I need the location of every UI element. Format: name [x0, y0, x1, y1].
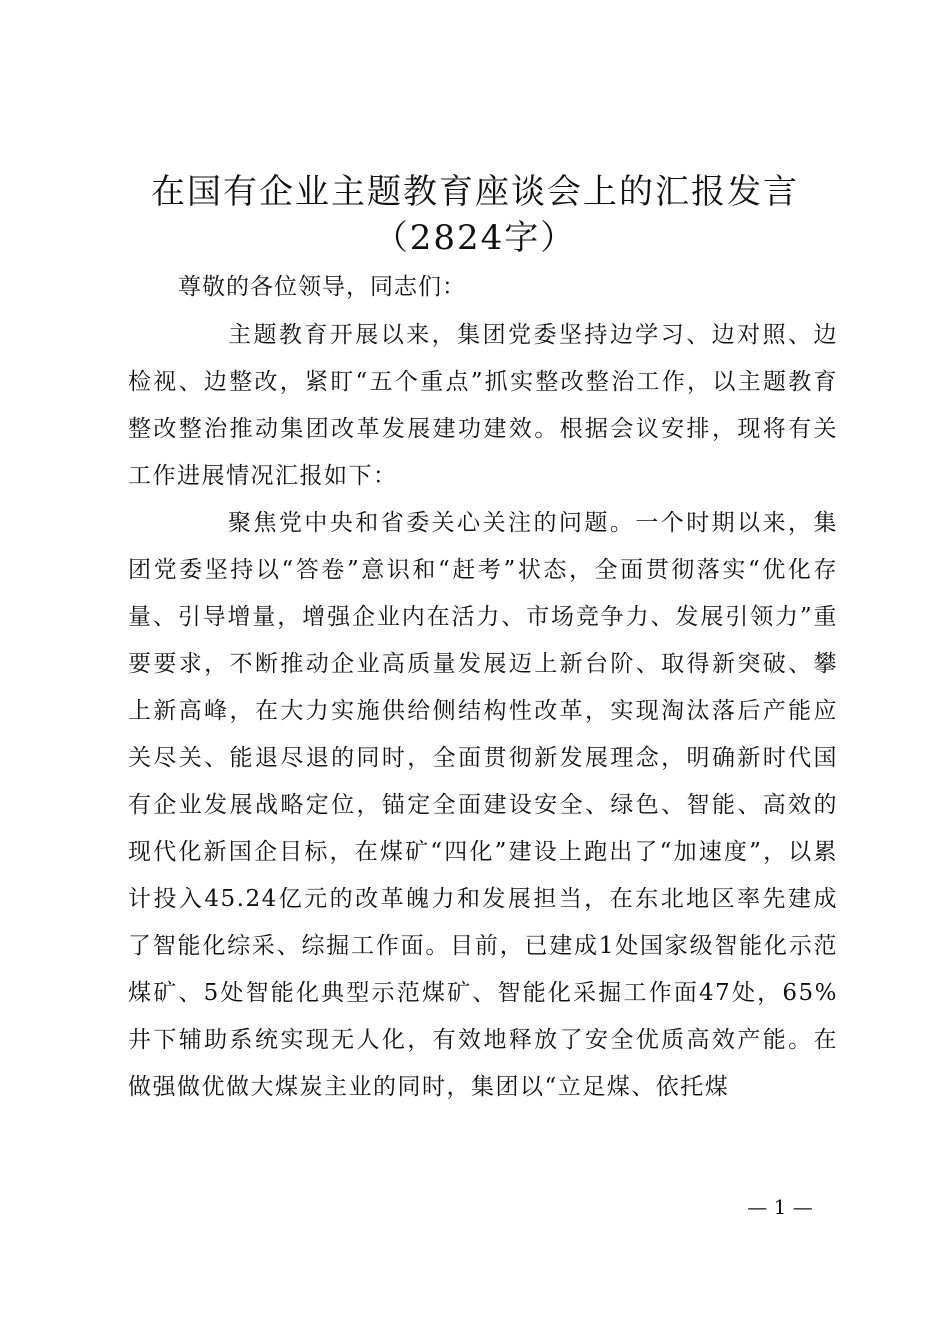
- paragraph-body: 聚焦党中央和省委关心关注的问题。一个时期以来，集团党委坚持以“答卷”意识和“赶考”状态，全面贯彻落实“优化存量、引导增量，增强企业内在活力、市场竞争力、发展引领力”重要要求，不断推动企业高质量发展迈上新台阶、取得新突破、攀上新高峰，在大力实施供给侧结构性改革，实现淘汰落后产能应关尽关、能退尽退的同时，全面贯彻新发展理念，明确新时代国有企业发展战略定位，锚定全面建设安全、绿色、智能、高效的现代化新国企目标，在煤矿“四化”建设上跑出了“加速度”，以累计投入45.24亿元的改革魄力和发展担当，在东北地区率先建成了智能化综采、综掘工作面。目前，已建成1处国家级智能化示范煤矿、5处智能化典型示范煤矿、智能化采掘工作面47处，65%井下辅助系统实现无人化，有效地释放了安全优质高效产能。在做强做优做大煤炭主业的同时，集团以“立足煤、依托煤: [128, 510, 838, 1100]
- salutation: 尊敬的各位领导，同志们：: [178, 274, 466, 300]
- document-title: 在国有企业主题教育座谈会上的汇报发言: [151, 172, 799, 212]
- page-number: — 1 —: [747, 1195, 813, 1219]
- paragraph-intro: 主题教育开展以来，集团党委坚持边学习、边对照、边检视、边整改，紧盯“五个重点”抓实整改整治工作，以主题教育整改整治推动集团改革发展建功建效。根据会议安排，现将有关工作进展情况汇报如下：: [128, 322, 838, 489]
- document-word-count: （2824字）: [373, 218, 577, 258]
